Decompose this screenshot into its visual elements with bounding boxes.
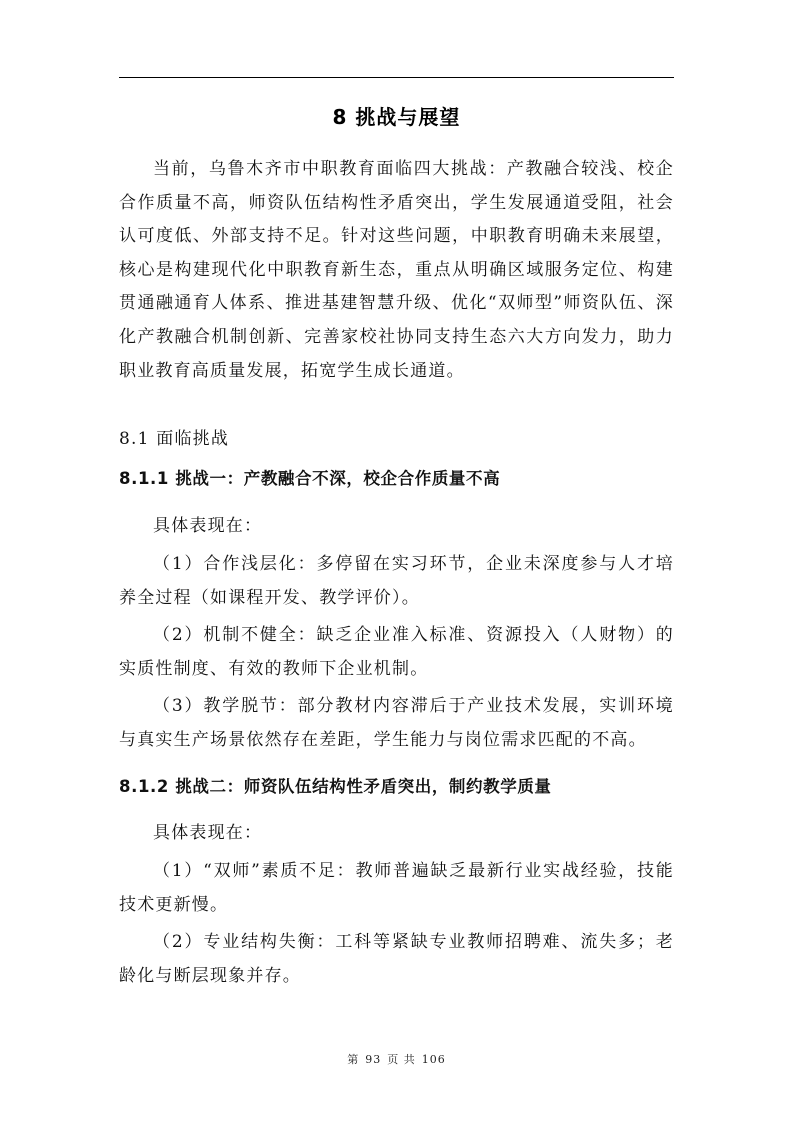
page-footer (0, 1051, 793, 1067)
challenge2-item-1: （1）“双师”素质不足：教师普遍缺乏最新行业实战经验，技能技术更新慢。 (119, 861, 674, 915)
footer-page-number: 93 (365, 1053, 382, 1066)
intro-paragraph: 当前，乌鲁木齐市中职教育面临四大挑战：产教融合较浅、校企合作质量不高，师资队伍结构性矛盾突出，学生发展通道受阻，社会认可度低、外部支持不足。针对这些问题，中职教育明确未来展望，核心是构建现代化中职教育新生态，重点从明确区域服务定位、构建贯通融通育人体系、推进基建智慧升级、优化“双师型”师资队伍、深化产教融合机制创新、完善家校社协同支持生态六大方向发力，助力职业教育高质量发展，拓宽学生成长通道。 (119, 159, 674, 381)
challenge1-item-3: （3）教学脱节：部分教材内容滞后于产业技术发展，实训环境与真实生产场景依然存在差距，学生能力与岗位需求匹配的不高。 (119, 696, 674, 750)
footer-prefix: 第 (347, 1053, 360, 1066)
challenge1-item-2: （2）机制不健全：缺乏企业准入标准、资源投入（人财物）的实质性制度、有效的教师下企业机制。 (119, 625, 674, 679)
footer-middle: 页 共 (387, 1053, 416, 1066)
challenge1-lead: 具体表现在： (153, 516, 263, 536)
footer-total-pages: 106 (421, 1053, 446, 1066)
header-rule (119, 77, 674, 78)
challenge2-heading: 8.1.2 挑战二：师资队伍结构性矛盾突出，制约教学质量 (119, 777, 552, 796)
section-title: 8 挑战与展望 (332, 105, 461, 129)
challenge1-heading: 8.1.1 挑战一：产教融合不深，校企合作质量不高 (119, 469, 501, 488)
challenge1-item-1: （1）合作浅层化：多停留在实习环节，企业未深度参与人才培养全过程（如课程开发、教学评价）。 (119, 554, 674, 608)
challenge2-lead: 具体表现在： (153, 823, 263, 843)
challenge2-item-2: （2）专业结构失衡：工科等紧缺专业教师招聘难、流失多；老龄化与断层现象并存。 (119, 932, 674, 986)
subsection-title: 8.1 面临挑战 (119, 429, 230, 449)
